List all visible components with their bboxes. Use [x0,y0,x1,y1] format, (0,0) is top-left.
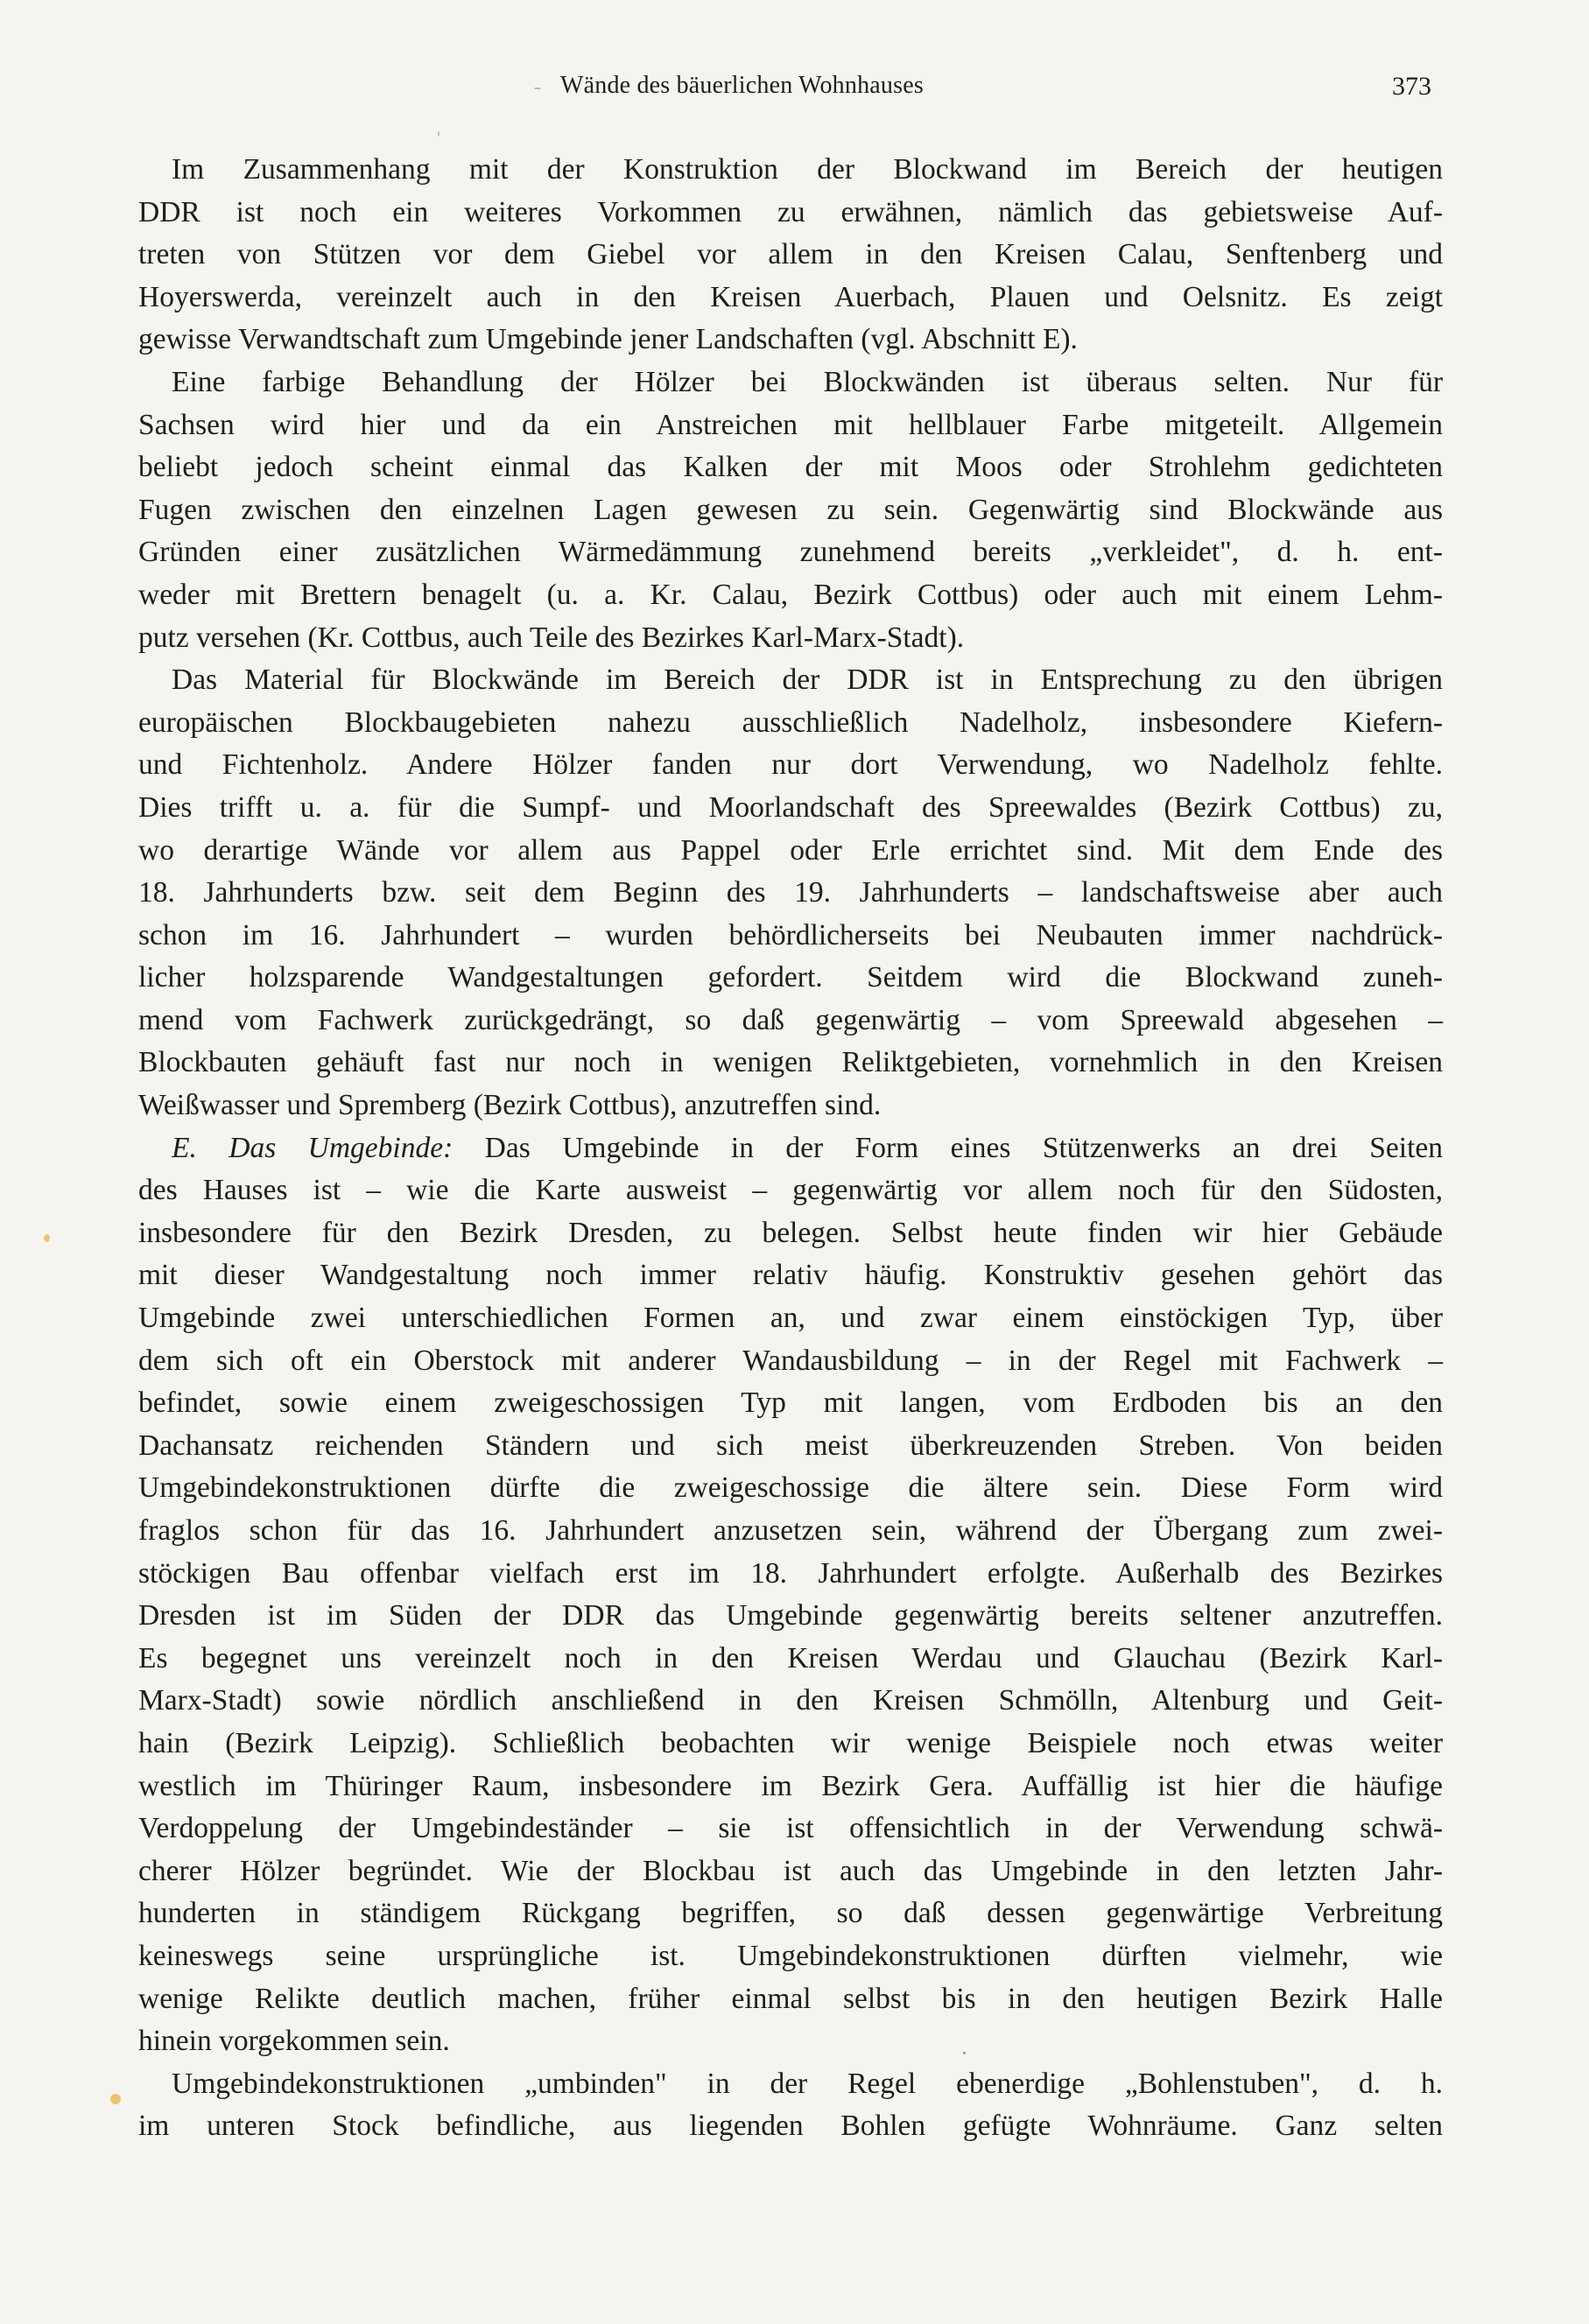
paragraph-blockwand-stuetzen [138,149,1443,362]
text-line: 18. Jahrhunderts bzw. seit dem Beginn des 19. Jahrhunderts – landschaftsweise aber auch [138,876,1443,909]
text-line: DDR ist noch ein weiteres Vorkommen zu erwähnen, nämlich das gebietsweise Auf- [138,195,1443,228]
dust-speck [438,131,439,137]
text-line: hain (Bezirk Leipzig). Schließlich beobachten wir wenige Beispiele noch etwas weiter [138,1726,1443,1759]
text-line: fraglos schon für das 16. Jahrhundert anzusetzen sein, während der Übergang zum zwei- [138,1514,1443,1547]
text-line: wenige Relikte deutlich machen, früher einmal selbst bis in den heutigen Bezirk Halle [138,1982,1443,2015]
text-line: und Fichtenholz. Andere Hölzer fanden nur dort Verwendung, wo Nadelholz fehlte. [138,748,1443,782]
text-line: treten von Stützen vor dem Giebel vor allem in den Kreisen Calau, Senftenberg und [138,238,1443,271]
text-line: Umgebindekonstruktionen „umbinden" in der Regel ebenerdige „Bohlenstuben", d. h. [172,2067,1443,2100]
text-line: Im Zusammenhang mit der Konstruktion der Blockwand im Bereich der heutigen [172,153,1443,186]
text-line: hunderten in ständigem Rückgang begriffen, so daß dessen gegenwärtige Verbreitung [138,1897,1443,1930]
text-line: im unteren Stock befindliche, aus liegenden Bohlen gefügte Wohnräume. Ganz selten [138,2110,1443,2143]
text-line: keineswegs seine ursprüngliche ist. Umgebindekonstruktionen dürften vielmehr, wie [138,1939,1443,1972]
text-line: Dachansatz reichenden Ständern und sich meist überkreuzenden Streben. Von beiden [138,1429,1443,1462]
text-line: Umgebindekonstruktionen dürfte die zweigeschossige die ältere sein. Diese Form wird [138,1471,1443,1505]
page-number: 373 [1392,72,1431,101]
dust-speck [963,2052,966,2054]
text-line: Dresden ist im Süden der DDR das Umgebinde gegenwärtig bereits seltener anzutreffen. [138,1599,1443,1632]
stain-mark [110,2094,121,2104]
text-line: Gründen einer zusätzlichen Wärmedämmung zunehmend bereits „verkleidet", d. h. ent- [138,536,1443,569]
text-line: mit dieser Wandgestaltung noch immer relativ häufig. Konstruktiv gesehen gehört das [138,1259,1443,1292]
text-line: Umgebinde zwei unterschiedlichen Formen an, und zwar einem einstöckigen Typ, über [138,1302,1443,1335]
text-line: Es begegnet uns vereinzelt noch in den Kreisen Werdau und Glauchau (Bezirk Karl- [138,1641,1443,1675]
text-line: wo derartige Wände vor allem aus Pappel oder Erle errichtet sind. Mit dem Ende des [138,833,1443,867]
body-text [138,149,1443,2148]
text-line: Weißwasser und Spremberg (Bezirk Cottbus), anzutreffen sind. [138,1089,882,1122]
text-line: Verdoppelung der Umgebindeständer – sie ist offensichtlich in der Verwendung schwä- [138,1812,1443,1845]
text-line: Sachsen wird hier und da ein Anstreichen mit hellblauer Farbe mitgeteilt. Allgemein [138,408,1443,441]
running-title: Wände des bäuerlichen Wohnhauses [560,72,924,99]
text-line: dem sich oft ein Oberstock mit anderer Wandausbildung – in der Regel mit Fachwerk – [138,1344,1443,1377]
text-line: stöckigen Bau offenbar vielfach erst im 18. Jahrhundert erfolgte. Außerhalb des Bezirkes [138,1556,1443,1590]
text-line: europäischen Blockbaugebieten nahezu ausschließlich Nadelholz, insbesondere Kiefern- [138,706,1443,739]
paragraph-umgebinde [138,1127,1443,2063]
paragraph-material [138,659,1443,1127]
text-line: putz versehen (Kr. Cottbus, auch Teile des Bezirkes Karl-Marx-Stadt). [138,621,965,654]
text-line: Fugen zwischen den einzelnen Lagen gewesen zu sein. Gegenwärtig sind Blockwände aus [138,493,1443,526]
text-line: schon im 16. Jahrhundert – wurden behördlicherseits bei Neubauten immer nachdrück- [138,918,1443,951]
text-line: Das Material für Blockwände im Bereich der DDR ist in Entsprechung zu den übrigen [172,663,1443,697]
text-line: Dies trifft u. a. für die Sumpf- und Moorlandschaft des Spreewaldes (Bezirk Cottbus) zu, [138,790,1443,824]
text-line: befindet, sowie einem zweigeschossigen Typ mit langen, vom Erdboden bis an den [138,1387,1443,1420]
text-line: des Hauses ist – wie die Karte ausweist – gegenwärtig vor allem noch für den Südosten, [138,1174,1443,1207]
paragraph-farbige-behandlung [138,362,1443,659]
text-line: cherer Hölzer begründet. Wie der Blockbau ist auch das Umgebinde in den letzten Jahr- [138,1854,1443,1887]
text-line: westlich im Thüringer Raum, insbesondere im Bezirk Gera. Auffällig ist hier die häufige [138,1769,1443,1802]
dust-speck [534,88,541,89]
stain-mark [44,1234,50,1242]
text-line: Blockbauten gehäuft fast nur noch in wenigen Reliktgebieten, vornehmlich in den Kreisen [138,1046,1443,1079]
text-line: Hoyerswerda, vereinzelt auch in den Kreisen Auerbach, Plauen und Oelsnitz. Es zeigt [138,280,1443,313]
text-line: licher holzsparende Wandgestaltungen gefordert. Seitdem wird die Blockwand zuneh- [138,961,1443,994]
paragraph-bohlenstuben [138,2063,1443,2148]
text-line: Eine farbige Behandlung der Hölzer bei Blockwänden ist überaus selten. Nur für [172,365,1443,398]
text-line: gewisse Verwandtschaft zum Umgebinde jener Landschaften (vgl. Abschnitt E). [138,323,1078,356]
section-heading: E. Das Umgebinde: [172,1131,453,1164]
text-line [138,1127,1443,1170]
text-line: beliebt jedoch scheint einmal das Kalken der mit Moos oder Strohlehm gedichteten [138,451,1443,484]
text-line: Marx-Stadt) sowie nördlich anschließend in den Kreisen Schmölln, Altenburg und Geit- [138,1684,1443,1717]
text-line: hinein vorgekommen sein. [138,2025,450,2058]
text-line: weder mit Brettern benagelt (u. a. Kr. Calau, Bezirk Cottbus) oder auch mit einem Lehm- [138,578,1443,611]
text-line: insbesondere für den Bezirk Dresden, zu belegen. Selbst heute finden wir hier Gebäude [138,1216,1443,1249]
heading-line-text: Das Umgebinde in der Form eines Stützenwerks an drei Seiten [484,1131,1444,1164]
text-line: mend vom Fachwerk zurückgedrängt, so daß gegenwärtig – vom Spreewald abgesehen – [138,1003,1443,1036]
